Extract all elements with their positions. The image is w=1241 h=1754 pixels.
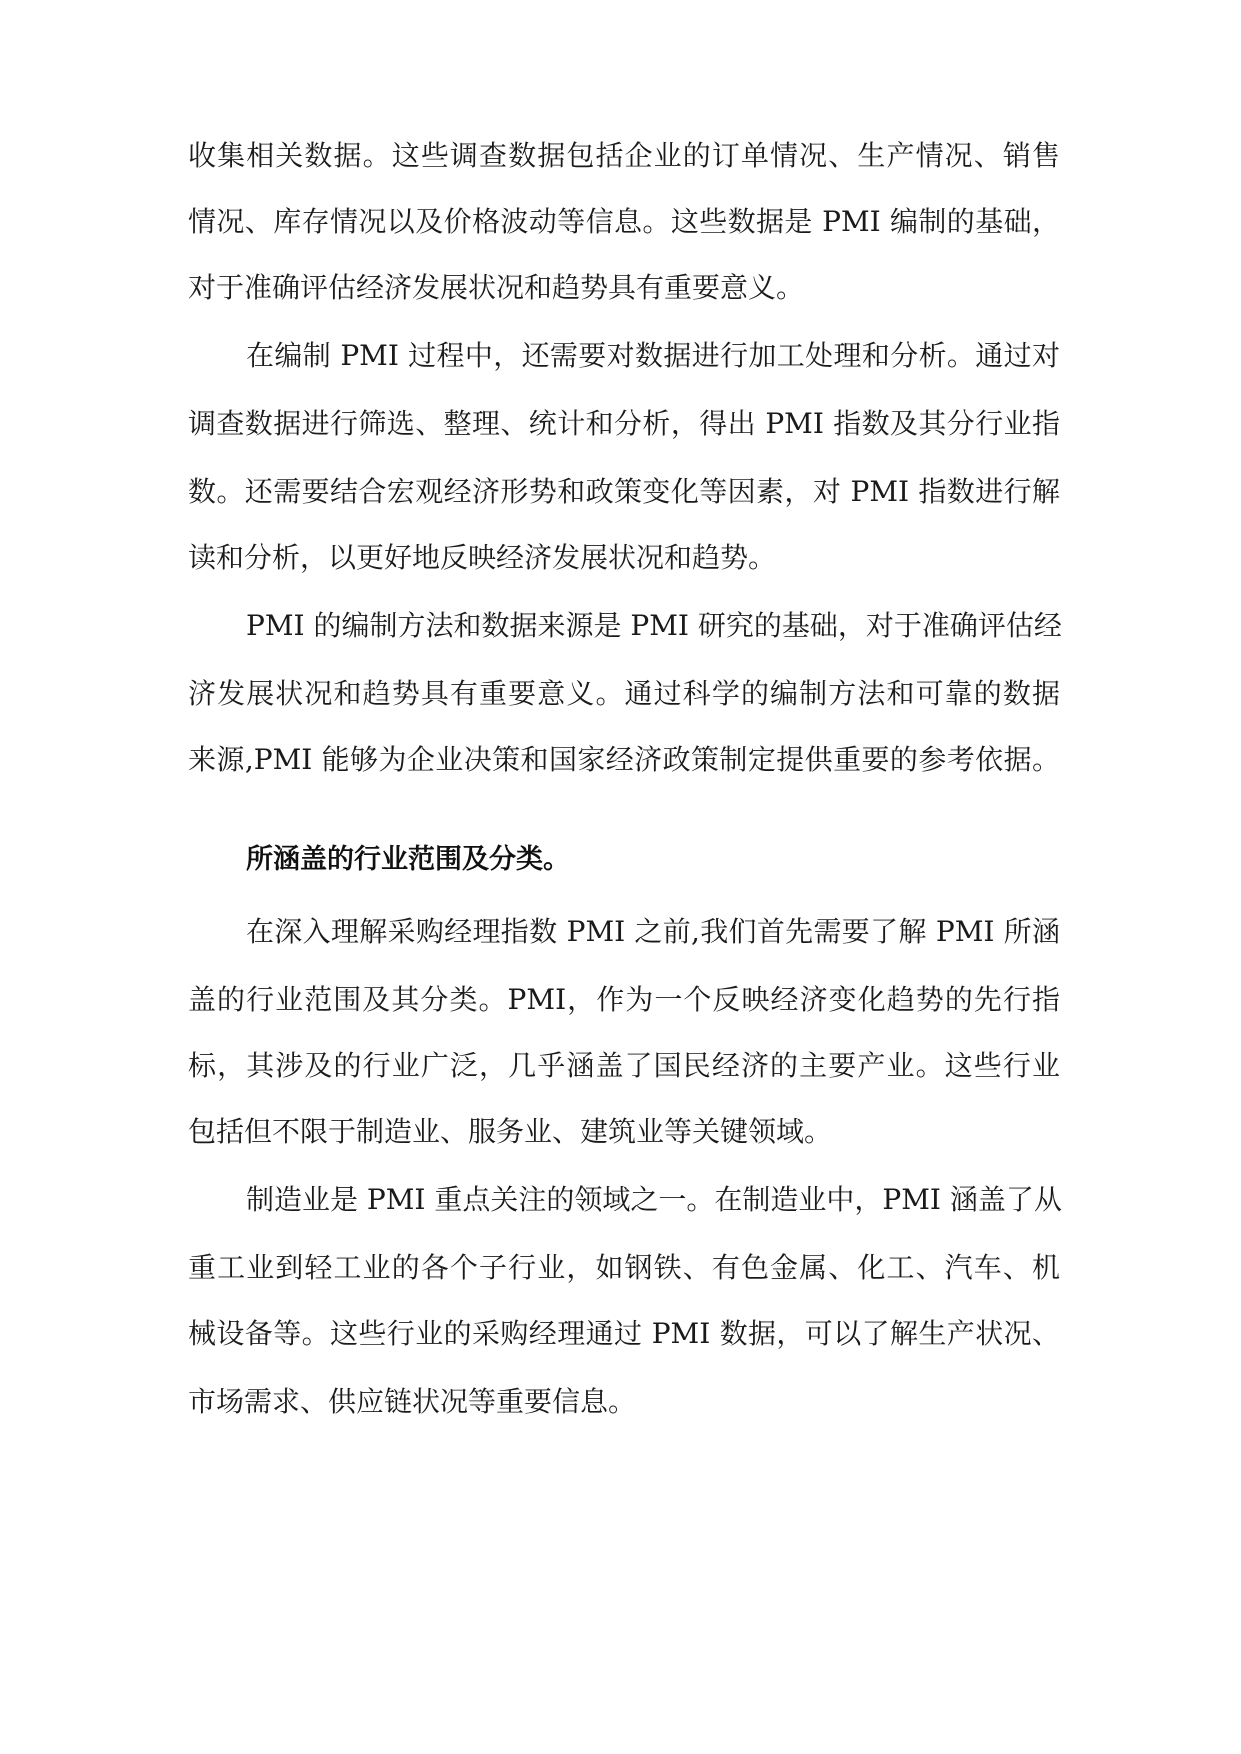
paragraph-1-line-1: 收集相关数据。这些调查数据包括企业的订单情况、生产情况、销售 <box>188 139 1060 172</box>
paragraph-1-line-3: 对于准确评估经济发展状况和趋势具有重要意义。 <box>188 271 805 304</box>
paragraph-2-line-3: 数。还需要结合宏观经济形势和政策变化等因素，对 PMI 指数进行解 <box>188 475 1060 508</box>
section-heading: 所涵盖的行业范围及分类。 <box>246 844 570 875</box>
section-paragraph-2-line-2: 重工业到轻工业的各个子行业，如钢铁、有色金属、化工、汽车、机 <box>188 1251 1060 1284</box>
paragraph-3-line-1: PMI 的编制方法和数据来源是 PMI 研究的基础，对于准确评估经 <box>246 609 1062 642</box>
section-paragraph-1-line-1: 在深入理解采购经理指数 PMI 之前,我们首先需要了解 PMI 所涵 <box>246 915 1060 948</box>
paragraph-3-line-2: 济发展状况和趋势具有重要意义。通过科学的编制方法和可靠的数据 <box>188 677 1060 710</box>
section-body <box>188 0 1060 1754</box>
section-paragraph-1-line-4: 包括但不限于制造业、服务业、建筑业等关键领域。 <box>188 1115 833 1148</box>
paragraph-2-line-4: 读和分析，以更好地反映经济发展状况和趋势。 <box>188 541 777 574</box>
section-paragraph-1-line-3: 标，其涉及的行业广泛，几乎涵盖了国民经济的主要产业。这些行业 <box>188 1049 1060 1082</box>
section-paragraph-1-line-2: 盖的行业范围及其分类。PMI，作为一个反映经济变化趋势的先行指 <box>188 983 1060 1016</box>
paragraph-3-line-3: 来源,PMI 能够为企业决策和国家经济政策制定提供重要的参考依据。 <box>188 743 1060 776</box>
paragraph-2-line-2: 调查数据进行筛选、整理、统计和分析，得出 PMI 指数及其分行业指 <box>188 407 1060 440</box>
section-paragraph-2-line-1: 制造业是 PMI 重点关注的领域之一。在制造业中，PMI 涵盖了从 <box>246 1183 1062 1216</box>
section-paragraph-2-line-4: 市场需求、供应链状况等重要信息。 <box>188 1385 637 1418</box>
paragraph-2-line-1: 在编制 PMI 过程中，还需要对数据进行加工处理和分析。通过对 <box>246 339 1060 372</box>
section-paragraph-2-line-3: 械设备等。这些行业的采购经理通过 PMI 数据，可以了解生产状况、 <box>188 1317 1060 1350</box>
paragraph-1-line-2: 情况、库存情况以及价格波动等信息。这些数据是 PMI 编制的基础， <box>188 205 1060 238</box>
